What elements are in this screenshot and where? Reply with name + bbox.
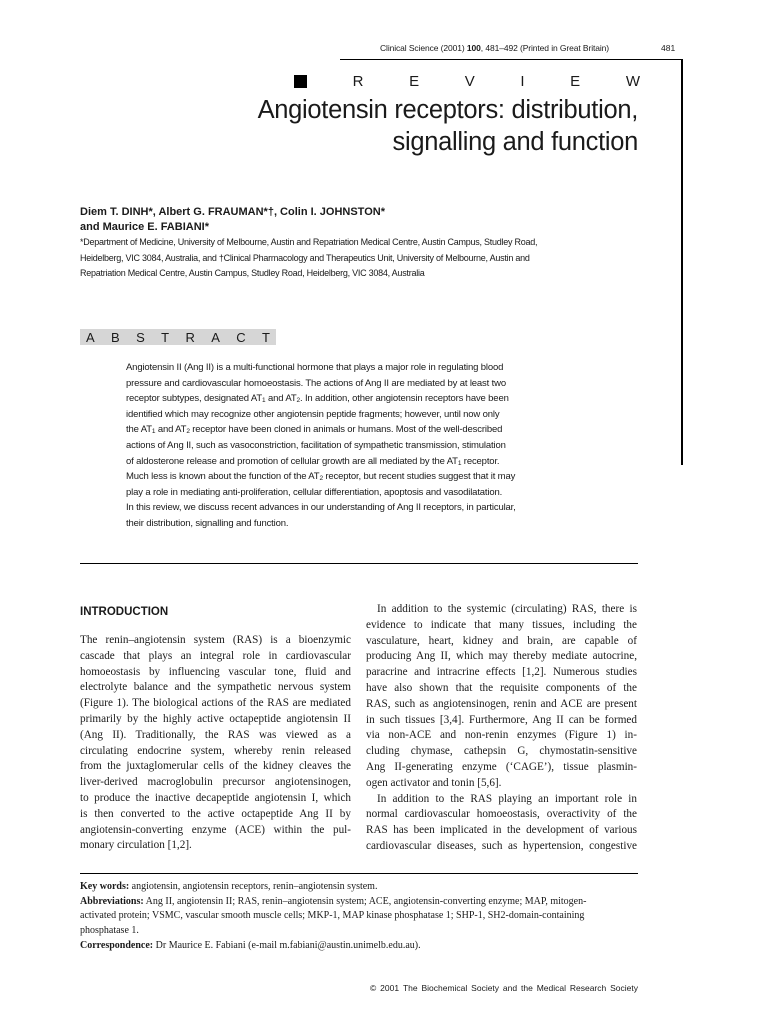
review-letter: I [520, 72, 525, 90]
copyright-line [370, 983, 638, 993]
abstract-letter: B [111, 329, 120, 345]
article-title [158, 94, 638, 158]
journal-volume: 100 [466, 43, 481, 53]
body-line: in such tissues [3,4]. Furthermore, Ang II can be formed [366, 713, 637, 726]
page-number: 481 [661, 43, 676, 53]
affiliation-line: *Department of Medicine, University of Melbourne, Austin and Repatriation Medical Centre, Austin Campus, Studley Road, [80, 237, 538, 247]
running-head [380, 43, 660, 53]
body-line: to produce the inactive decapeptide angiotensin I, which [80, 791, 351, 804]
body-line: In addition to the systemic (circulating) RAS, there is [377, 603, 637, 615]
abbreviations-note: Abbreviations: Ang II, angiotensin II; RAS, renin–angiotensin system; ACE, angiotensin-converting enzyme; MAP, mitogen- [80, 895, 587, 907]
abstract-letter: A [211, 329, 220, 345]
body-line: (Figure 1). The biological actions of the RAS are mediated [80, 697, 351, 710]
correspondence-note: Correspondence: Dr Maurice E. Fabiani (e-mail m.fabiani@austin.unimelb.edu.au). [80, 939, 421, 951]
copyright-word: Society [471, 983, 500, 993]
body-line: vasculature, heart, kidney and brain, are capable of [366, 634, 637, 647]
body-line: (Ang II). Traditionally, the RAS was viewed as a [80, 728, 351, 741]
abstract-line: Much less is known about the function of the $AT_2$ receptor, but recent studies suggest that it may [126, 471, 516, 483]
body-line: homoeostasis by influencing vascular tone, fluid and [80, 665, 351, 678]
body-line: via non-ACE and non-renin enzymes (Figure 1) in- [366, 729, 637, 742]
abstract-line: identified which may recognize other angiotensin peptide fragments; however, until now only [126, 408, 500, 420]
copyright-word: and [502, 983, 518, 993]
copyright-word: © [370, 983, 377, 993]
header-rule [340, 59, 681, 60]
abstract-letter: C [236, 329, 246, 345]
copyright-word: The [402, 983, 418, 993]
abstract-body [126, 360, 568, 532]
body-line: electrolyte balance and the sympathetic nervous system [80, 681, 351, 694]
body-line: angiotensin-converting enzyme (ACE) within the pul- [80, 823, 351, 836]
body-line: monary circulation [1,2]. [80, 839, 192, 852]
abbreviations-note-line: activated protein; VSMC, vascular smooth muscle cells; MKP-1, MAP kinase phosphatase 1; SHP-1, SH2-domain-containing [80, 910, 585, 922]
body-line: have also shown that the requisite components of the [366, 681, 637, 694]
abstract-letter: S [136, 329, 145, 345]
body-line: primarily by the highly active octapeptide angiotensin II [80, 712, 351, 725]
body-line: paracrine and intracrine effects [1,2]. Numerous studies [366, 666, 637, 679]
body-line: ogen activator and tonin [5,6]. [366, 776, 502, 789]
header-side-rule [681, 59, 683, 465]
body-line: cascade that plays an integral role in cardiovascular [80, 649, 351, 662]
abstract-heading [80, 329, 276, 345]
title-line: signalling and function [392, 128, 638, 156]
copyright-word: Research [569, 983, 607, 993]
body-line: from the juxtaglomerular cells of the kidney cleaves the [80, 760, 351, 773]
body-line: The renin–angiotensin system (RAS) is a bioenzymic [80, 634, 351, 646]
body-line: producing Ang II, which may thereby mediate autocrine, [366, 650, 637, 663]
copyright-word: Medical [536, 983, 566, 993]
body-line: is then converted to the active octapeptide Ang II by [80, 807, 351, 820]
affiliation-line: Repatriation Medical Centre, Austin Campus, Studley Road, Heidelberg, VIC 3084, Australia [80, 268, 425, 278]
affiliations [80, 235, 640, 282]
author-list [80, 205, 640, 234]
abbreviations-note-line: phosphatase 1. [80, 925, 139, 937]
copyright-word: the [520, 983, 533, 993]
abstract-letter: T [161, 329, 170, 345]
body-line: circulating endocrine system, whereby renin released [80, 744, 351, 757]
journal-pages: , 481–492 (Printed in Great Britain) [480, 43, 610, 53]
section-heading-introduction: INTRODUCTION [80, 606, 169, 618]
abstract-line: Angiotensin II (Ang II) is a multi-functional hormone that plays a major role in regulating blood [126, 362, 504, 373]
review-letter: W [625, 72, 640, 90]
abstract-letter: A [86, 329, 95, 345]
body-line: normal cardiovascular homoeostasis, overactivity of the [366, 808, 637, 821]
copyright-word: Biochemical [421, 983, 468, 993]
body-line: Ang II-generating enzyme (‘CAGE’), tissue plasmin- [366, 760, 637, 773]
review-letter: R [352, 72, 364, 90]
author-line: and Maurice E. FABIANI* [80, 220, 209, 233]
copyright-word: 2001 [380, 983, 400, 993]
body-column-right [366, 602, 637, 855]
copyright-word: Society [610, 983, 638, 993]
body-line: evidence to indicate that many tissues, including the [366, 618, 637, 631]
body-line: RAS, such as angiotensinogen, renin and ACE are present [366, 697, 637, 710]
abstract-line: of aldosterone release and promotion of cellular growth are all mediated by the $AT_1$ receptor. [126, 455, 500, 467]
body-line: RAS has been implicated in the development of various [366, 824, 637, 837]
body-line: liver-derived macroglobulin precursor angiotensinogen, [80, 776, 351, 789]
author-line: Diem T. DINH*, Albert G. FRAUMAN*†, Colin I. JOHNSTON* [80, 206, 385, 218]
journal-citation: Clinical Science (2001) [380, 43, 465, 53]
body-column-left [80, 633, 351, 854]
abstract-line: their distribution, signalling and function. [126, 517, 289, 529]
black-square-icon [294, 75, 307, 88]
keywords-note: Key words: angiotensin, angiotensin receptors, renin–angiotensin system. [80, 881, 378, 892]
abstract-line: In this review, we discuss recent advances in our understanding of Ang II receptors, in particular, [126, 502, 516, 514]
section-label-review [294, 71, 640, 91]
abstract-line: receptor subtypes, designated $AT_1$ and $AT_2$. In addition, other angiotensin receptors have been [126, 393, 509, 405]
body-line: cardiovascular diseases, such as hypertension, congestive [366, 839, 637, 852]
abstract-line: play a role in mediating anti-proliferation, cellular differentiation, apoptosis and vasodilatation. [126, 486, 503, 498]
review-letter: E [570, 72, 581, 90]
footnote-rule [80, 873, 638, 874]
abstract-line: the $AT_1$ and $AT_2$ receptor have been cloned in animals or humans. Most of the well-described [126, 424, 503, 436]
abstract-line: actions of Ang II, such as vasoconstriction, facilitation of sympathetic transmission, stimulation [126, 439, 506, 451]
body-line: In addition to the RAS playing an important role in [377, 792, 637, 805]
title-line: Angiotensin receptors: distribution, [257, 96, 638, 124]
abstract-line: pressure and cardiovascular homoeostasis. The actions of Ang II are mediated by at least two [126, 377, 506, 389]
abstract-rule [80, 563, 638, 564]
body-line: cluding chymase, cathepsin G, chymostatin-sensitive [366, 745, 637, 758]
abstract-letter: R [185, 329, 195, 345]
review-letter: V [464, 72, 475, 90]
abstract-letter: T [262, 329, 270, 345]
affiliation-line: Heidelberg, VIC 3084, Australia, and †Clinical Pharmacology and Therapeutics Unit, University of Melbourne, Austin and [80, 252, 530, 263]
footnotes [80, 880, 638, 954]
review-letter: E [409, 72, 420, 90]
